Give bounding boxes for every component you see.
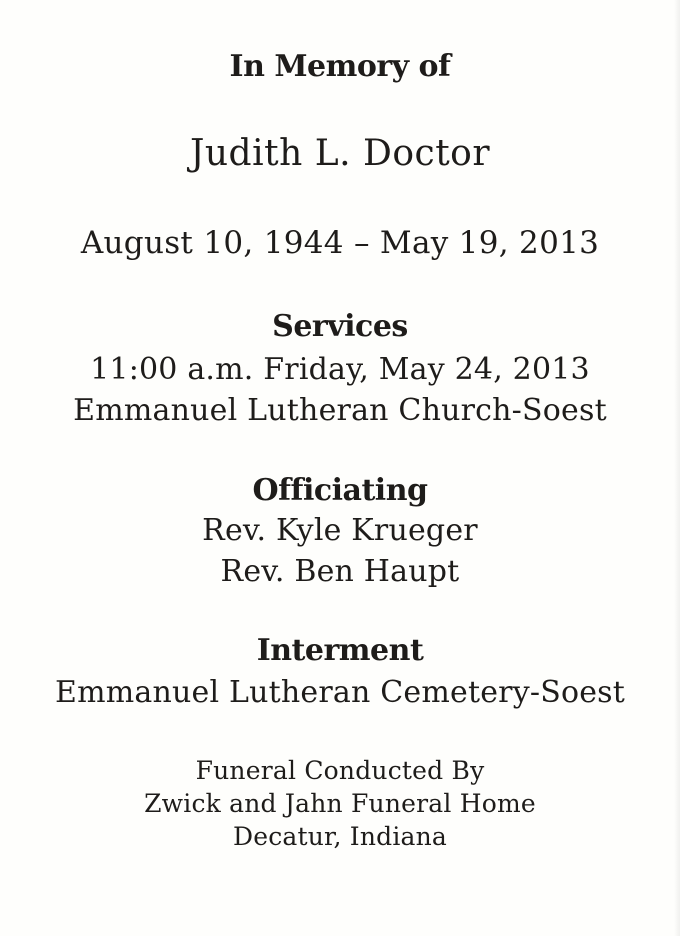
officiant-name: Rev. Ben Haupt (220, 554, 460, 589)
deceased-name: Judith L. Doctor (189, 133, 491, 174)
funeral-home-city: Decatur, Indiana (232, 822, 448, 851)
services-location: Emmanuel Lutheran Church-Soest (73, 393, 607, 428)
interment-heading: Interment (256, 633, 424, 668)
memorial-header: In Memory of (229, 49, 451, 84)
officiant-name: Rev. Kyle Krueger (202, 513, 478, 548)
services-heading: Services (272, 309, 408, 344)
paper-edge-shadow (674, 0, 680, 936)
life-dates: August 10, 1944 – May 19, 2013 (80, 225, 600, 261)
funeral-home-name: Zwick and Jahn Funeral Home (144, 789, 536, 818)
interment-location: Emmanuel Lutheran Cemetery-Soest (54, 675, 626, 710)
funeral-conducted-by: Funeral Conducted By (195, 756, 485, 785)
services-time: 11:00 a.m. Friday, May 24, 2013 (90, 352, 590, 387)
officiating-heading: Officiating (252, 473, 428, 508)
